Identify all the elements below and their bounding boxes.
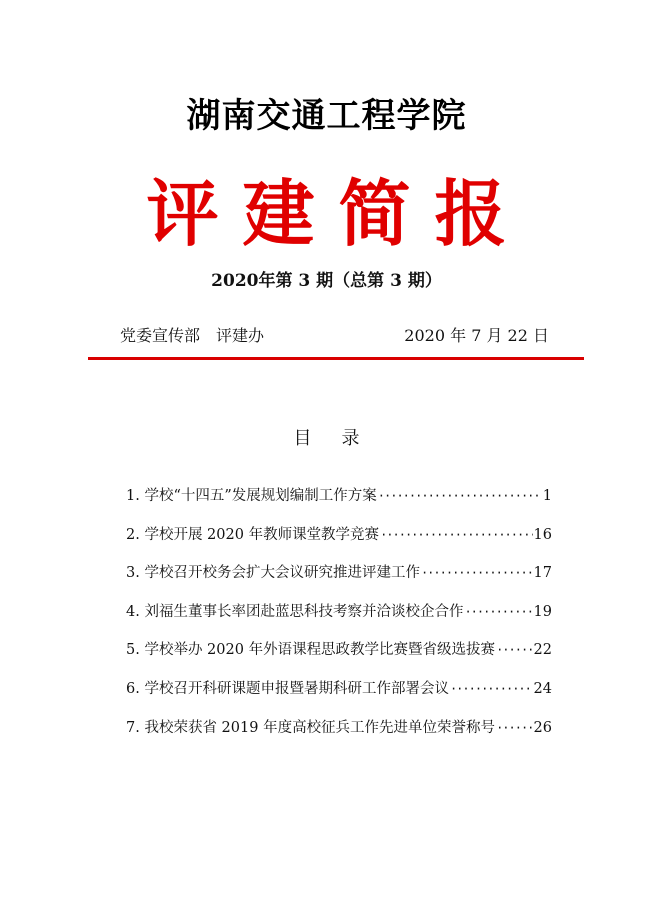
toc-item-title: 7. 我校荣获省 2019 年度高校征兵工作先进单位荣誉称号	[126, 719, 496, 736]
dot-leader	[464, 605, 532, 619]
table-of-contents	[126, 484, 552, 754]
toc-item-title: 2. 学校开展 2020 年教师课堂教学竞赛	[126, 526, 380, 543]
toc-item[interactable]	[126, 484, 552, 523]
toc-item-title: 6. 学校召开科研课题申报暨暑期科研工作部署会议	[126, 680, 449, 697]
toc-item-title: 1. 学校“十四五”发展规划编制工作方案	[126, 488, 377, 504]
red-divider	[88, 357, 584, 360]
dot-leader	[496, 643, 532, 657]
dot-leader	[450, 682, 533, 696]
issue-number: 2020年第 3 期（总第 3 期）	[211, 271, 442, 291]
toc-item-page: 24	[533, 680, 552, 697]
toc-item-page: 17	[533, 565, 552, 582]
toc-item[interactable]	[126, 677, 552, 716]
dot-leader	[421, 566, 533, 580]
toc-item-page: 22	[533, 642, 552, 659]
toc-item[interactable]	[126, 600, 552, 639]
department-line: 党委宣传部 评建办	[120, 326, 265, 345]
toc-heading: 目录	[293, 428, 390, 449]
toc-item[interactable]	[126, 716, 552, 755]
toc-item-title: 3. 学校召开校务会扩大会议研究推进评建工作	[126, 565, 420, 582]
bulletin-title: 评建简报	[146, 172, 531, 256]
toc-item-page: 16	[533, 526, 552, 543]
toc-item[interactable]	[126, 523, 552, 562]
toc-item[interactable]	[126, 638, 552, 677]
dot-leader	[378, 489, 542, 503]
institution-name: 湖南交通工程学院	[186, 96, 467, 136]
dot-leader	[496, 721, 532, 735]
toc-item-page: 19	[533, 603, 552, 620]
toc-item[interactable]	[126, 561, 552, 600]
toc-item-title: 5. 学校举办 2020 年外语课程思政教学比赛暨省级选拔赛	[126, 642, 496, 659]
dot-leader	[380, 528, 532, 542]
publication-date: 2020 年 7 月 22 日	[404, 326, 549, 345]
toc-item-title: 4. 刘福生董事长率团赴蓝思科技考察并洽谈校企合作	[126, 603, 464, 620]
toc-item-page: 1	[542, 488, 552, 504]
toc-item-page: 26	[533, 719, 552, 736]
